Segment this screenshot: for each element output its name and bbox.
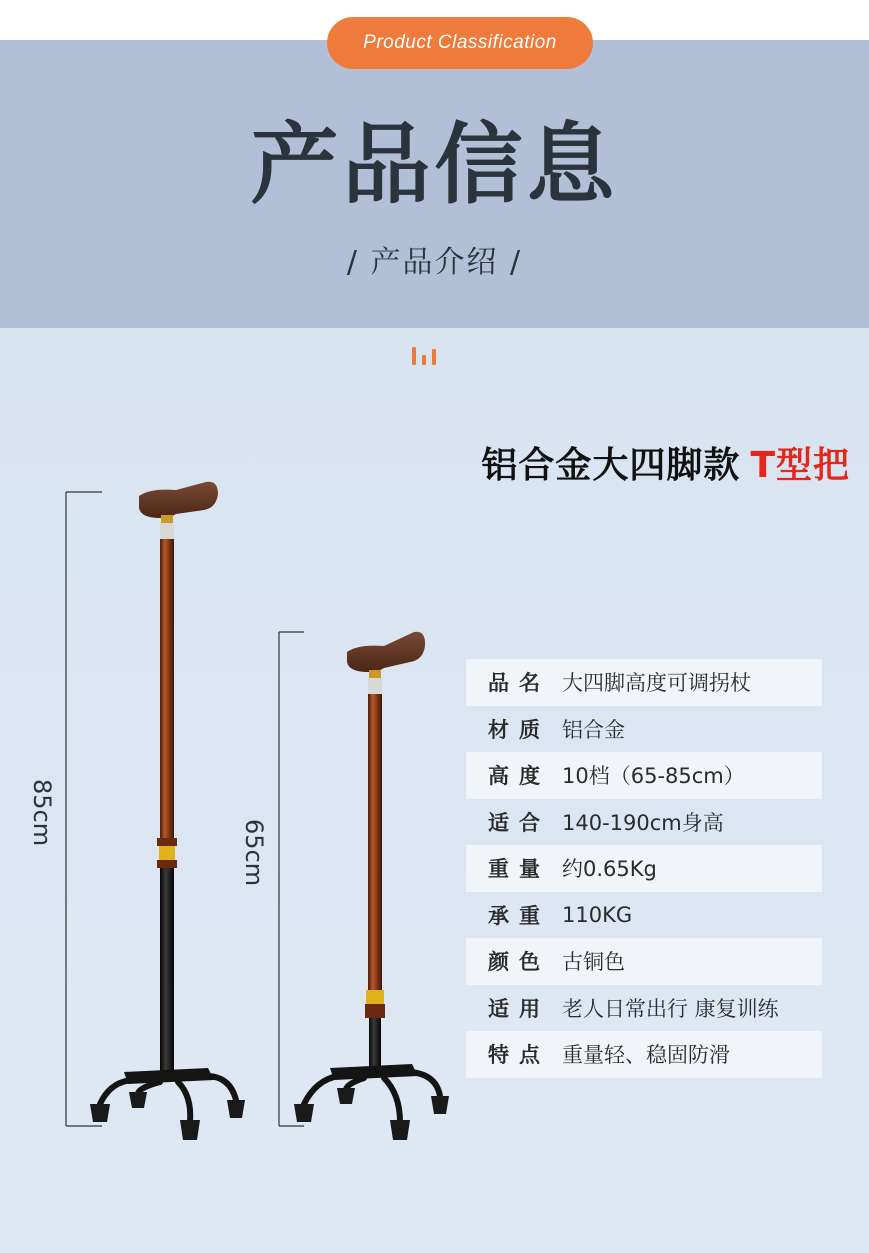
spec-label: 特点 (488, 1043, 550, 1068)
spec-label: 颜色 (488, 950, 550, 975)
spec-row-usage (466, 985, 822, 1032)
product-classification-badge: Product Classification (327, 17, 593, 69)
spec-table (466, 659, 822, 1078)
spec-row-features (466, 1031, 822, 1078)
spec-value: 约0.65Kg (562, 857, 657, 882)
tall-height-label: 85cm (28, 779, 56, 847)
spec-label: 材质 (488, 717, 550, 742)
spec-value: 老人日常出行 康复训练 (562, 996, 779, 1021)
spec-row-material (466, 706, 822, 753)
handle-type-label: T型把 (750, 445, 850, 486)
short-height-label: 65cm (240, 819, 268, 887)
tall-dimension-bracket (66, 492, 102, 1126)
spec-row-weight (466, 845, 822, 892)
spec-value: 110KG (562, 902, 633, 927)
spec-value: 大四脚高度可调拐杖 (562, 671, 751, 696)
spec-value: 10档（65-85cm） (562, 764, 745, 789)
tall-cane (90, 482, 245, 1140)
spec-value: 重量轻、稳固防滑 (562, 1043, 730, 1068)
page-subtitle: / 产品介绍 / (346, 245, 523, 280)
spec-label: 品名 (488, 671, 550, 696)
short-cane (294, 632, 449, 1140)
spec-row-color (466, 938, 822, 985)
spec-label: 重量 (488, 857, 550, 882)
short-dimension-bracket (279, 632, 304, 1126)
page-title: 产品信息 (250, 113, 619, 216)
spec-label: 高度 (488, 764, 550, 789)
spec-row-fit (466, 799, 822, 846)
spec-row-height (466, 752, 822, 799)
model-name: 铝合金大四脚款 (481, 445, 741, 486)
spec-value: 铝合金 (562, 717, 625, 742)
spec-row-load (466, 892, 822, 939)
spec-row-name (466, 659, 822, 706)
spec-label: 承重 (488, 903, 550, 928)
spec-value: 古铜色 (562, 950, 625, 975)
spec-value: 140-190cm身高 (562, 810, 724, 835)
spec-label: 适用 (488, 996, 550, 1021)
spec-label: 适合 (488, 810, 550, 835)
